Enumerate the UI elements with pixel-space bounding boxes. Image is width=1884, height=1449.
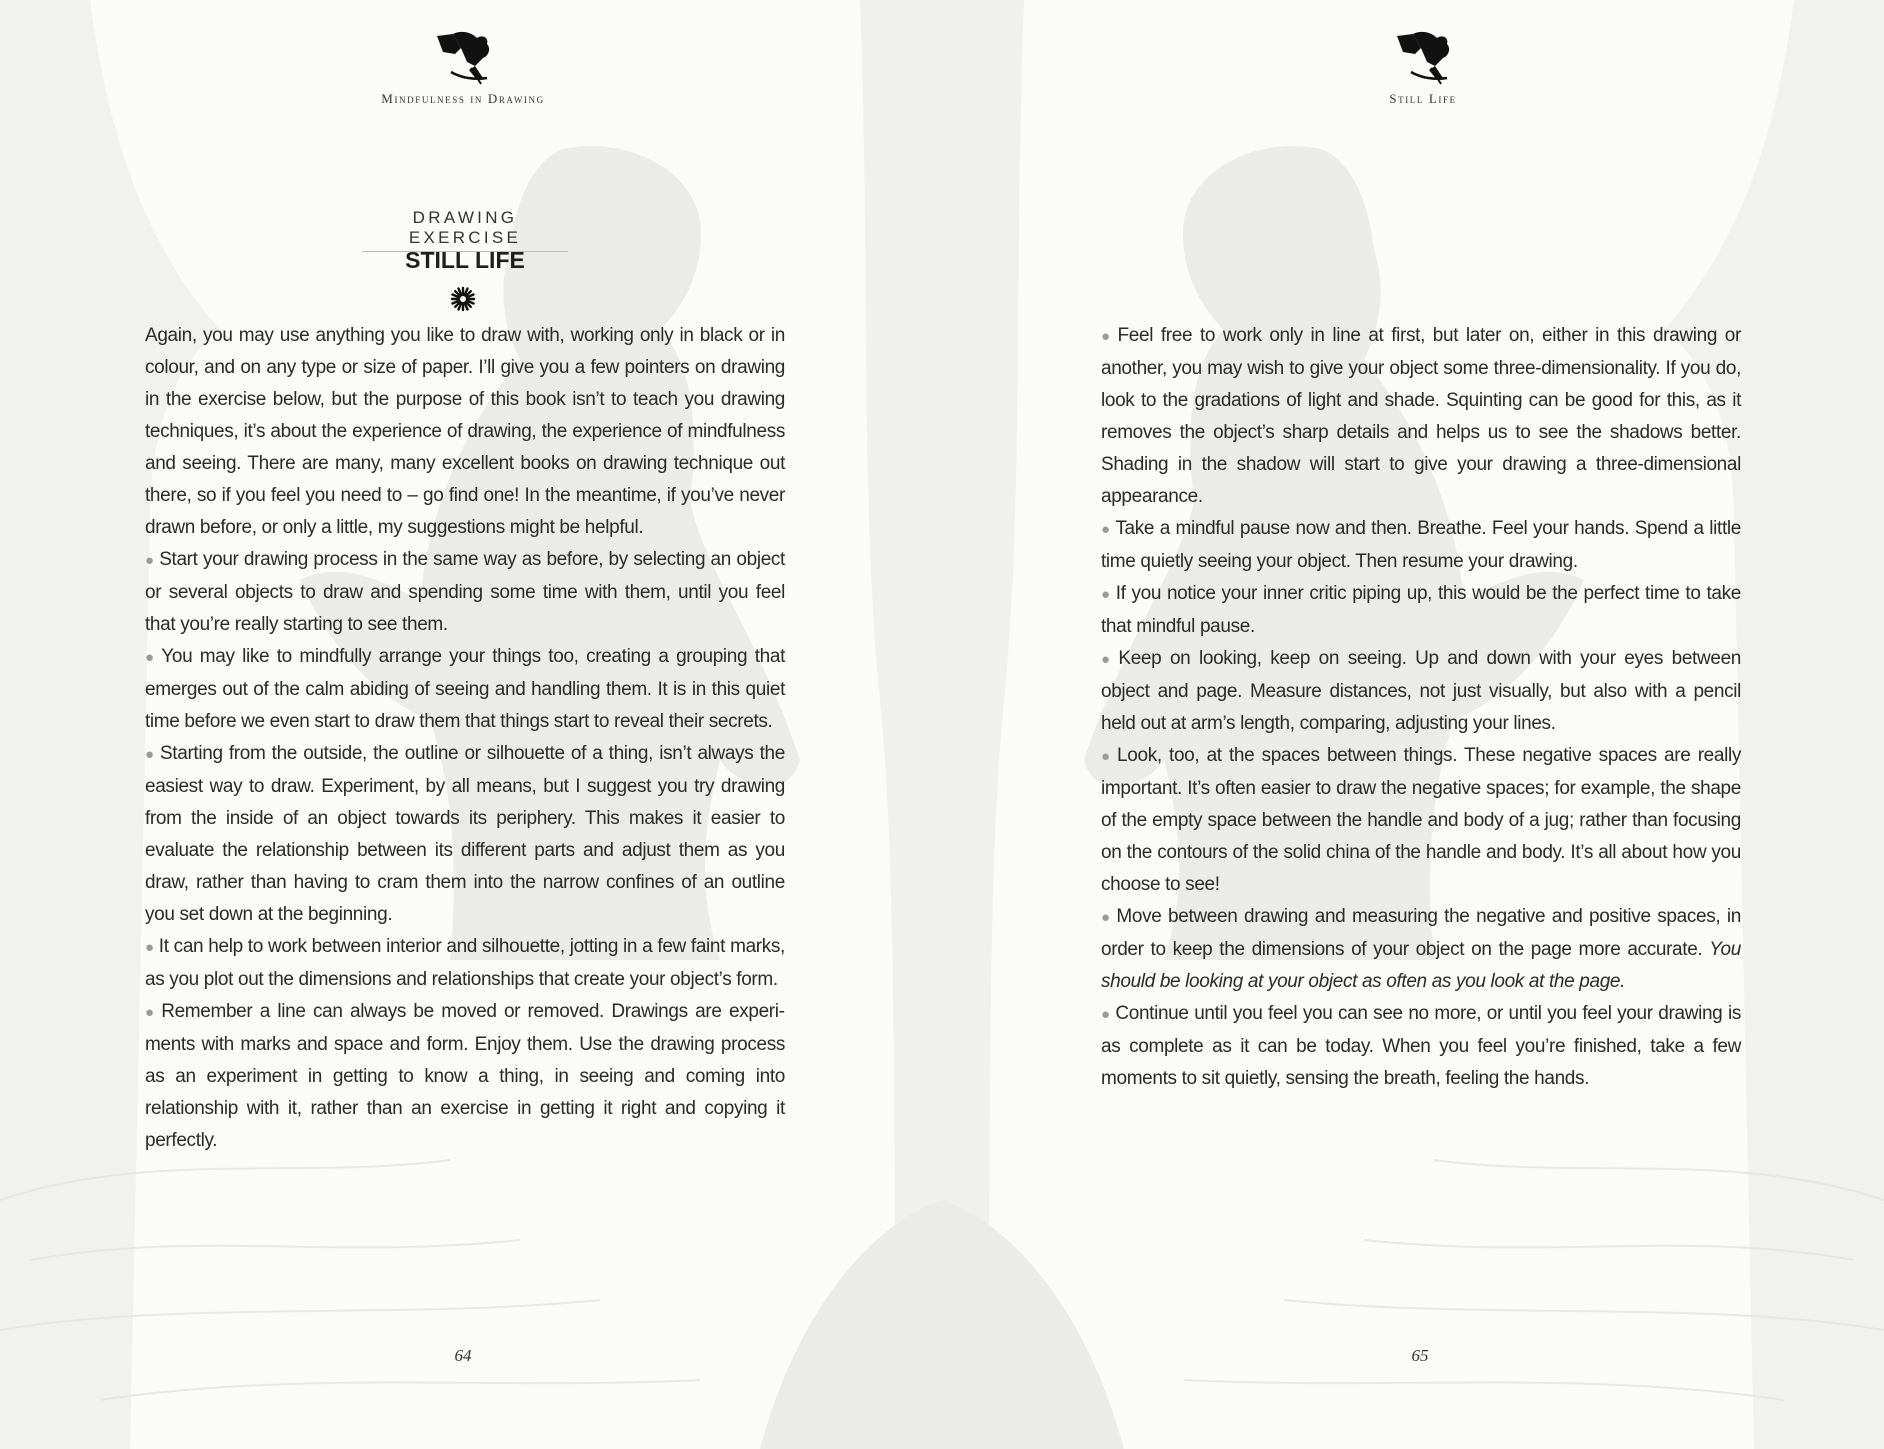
list-item: ● It can help to work between interior and silhouette, jotting in a few faint marks, as you plot out the dimensions and relationships that create your object’s form. <box>145 936 785 990</box>
hand-holding-brush-icon <box>431 28 495 88</box>
body-text <box>1101 320 1741 1095</box>
page-number: 65 <box>1411 1346 1429 1365</box>
italic-emphasis: You should be looking at your object as often as you look at the page. <box>1101 939 1741 992</box>
star-flower-icon <box>449 285 477 313</box>
running-head: Still Life <box>1389 91 1457 106</box>
page-number: 64 <box>454 1346 472 1365</box>
list-item: ● If you notice your inner critic piping up, this would be the perfect time to take that mindful pause. <box>1101 583 1741 637</box>
bullet-dot-icon: ● <box>1101 909 1112 926</box>
bullet-dot-icon: ● <box>1101 521 1111 538</box>
intro-paragraph: Again, you may use anything you like to draw with, working only in black or in colour, and on any type or size of paper. I’ll give you a few pointers on drawing in the exercise below, but the purpose of this book isn’t to teach you drawing techniques, it’s about the experience of drawing, the experience of mindfulness and seeing. There are many, many excellent books on drawing technique out there, so if you feel you need to – go find one! In the meantime, if you’ve never drawn before, or only a little, my suggestions might be helpful. <box>145 325 785 538</box>
body-text <box>145 320 785 1157</box>
bullet-dot-icon: ● <box>1101 1006 1111 1023</box>
bullet-dot-icon: ● <box>145 746 155 763</box>
page-title: STILL LIFE <box>405 247 525 273</box>
list-item: ● Continue until you feel you can see no more, or until you feel your drawing is as complete as it can be today. When you feel you’re finished, take a few moments to sit quietly, sensing the breath, feeling the hands. <box>1101 1003 1741 1089</box>
bullet-dot-icon: ● <box>145 939 154 956</box>
list-item: ● Look, too, at the spaces between things. These negative spaces are really important. It’s often easier to draw the negative spaces; for example, the shape of the empty space between the handle and body of a jug; rather than focusing on the contours of the solid china of the handle and body. It’s all about how you choose to see! <box>1101 745 1741 895</box>
bullet-dot-icon: ● <box>145 1004 157 1021</box>
bullet-dot-icon: ● <box>145 552 155 569</box>
list-item: ● Remember a line can always be moved or removed. Drawings are experiments with marks and space and form. Enjoy them. Use the drawing process as an experiment in getting to know a thing, in seeing and coming into relationship with it, rather than an exercise in getting it right and copying it perfectly. <box>145 1001 785 1151</box>
hand-holding-brush-icon <box>1391 28 1455 88</box>
bullet-dot-icon: ● <box>1101 328 1113 345</box>
list-item: ● Keep on looking, keep on seeing. Up and down with your eyes between object and page. Measure distances, not just visually, but also with a pencil held out at arm’s length, comparing, adjusting your lines. <box>1101 648 1742 734</box>
section-label: DRAWING EXERCISE <box>362 208 568 252</box>
running-head: Mindfulness in Drawing <box>381 91 545 106</box>
list-item: ● Feel free to work only in line at first, but later on, either in this drawing or another, you may wish to give your object some three-dimensionality. If you do, look to the gradations of light and shade. Squinting can be good for this, as it removes the object’s sharp details and helps us to see the shadows better. Shading in the shadow will start to give your drawing a three-dimensional appearance. <box>1101 325 1741 507</box>
bullet-dot-icon: ● <box>1101 651 1114 668</box>
bullet-dot-icon: ● <box>1101 748 1113 765</box>
list-item: ● Start your drawing process in the same way as before, by selecting an object or several objects to draw and spending some time with them, until you feel that you’re really starting to see them. <box>145 549 785 635</box>
list-item: ● You may like to mindfully arrange your things too, creating a grouping that emerges out of the calm abiding of seeing and handling them. It is in this quiet time before we even start to draw them that things start to reveal their secrets. <box>145 646 785 732</box>
right-page <box>942 0 1884 1449</box>
bullet-dot-icon: ● <box>1101 586 1111 603</box>
list-item: ● Take a mindful pause now and then. Breathe. Feel your hands. Spend a little time quietly seeing your object. Then resume your drawing. <box>1101 518 1741 572</box>
list-item: ● Starting from the outside, the outline or silhouette of a thing, isn’t always the easiest way to draw. Experiment, by all means, but I suggest you try drawing from the inside of an object towards its periphery. This makes it easier to evaluate the relationship between its different parts and adjust them as you draw, rather than having to cram them into the narrow confines of an outline you set down at the beginning. <box>145 743 785 925</box>
list-item: ● Move between drawing and measuring the negative and positive spaces, in order to keep the dimensions of your object on the page more accurate. You should be looking at your object as often as you look at the page. <box>1101 906 1741 992</box>
bullet-dot-icon: ● <box>145 649 157 666</box>
